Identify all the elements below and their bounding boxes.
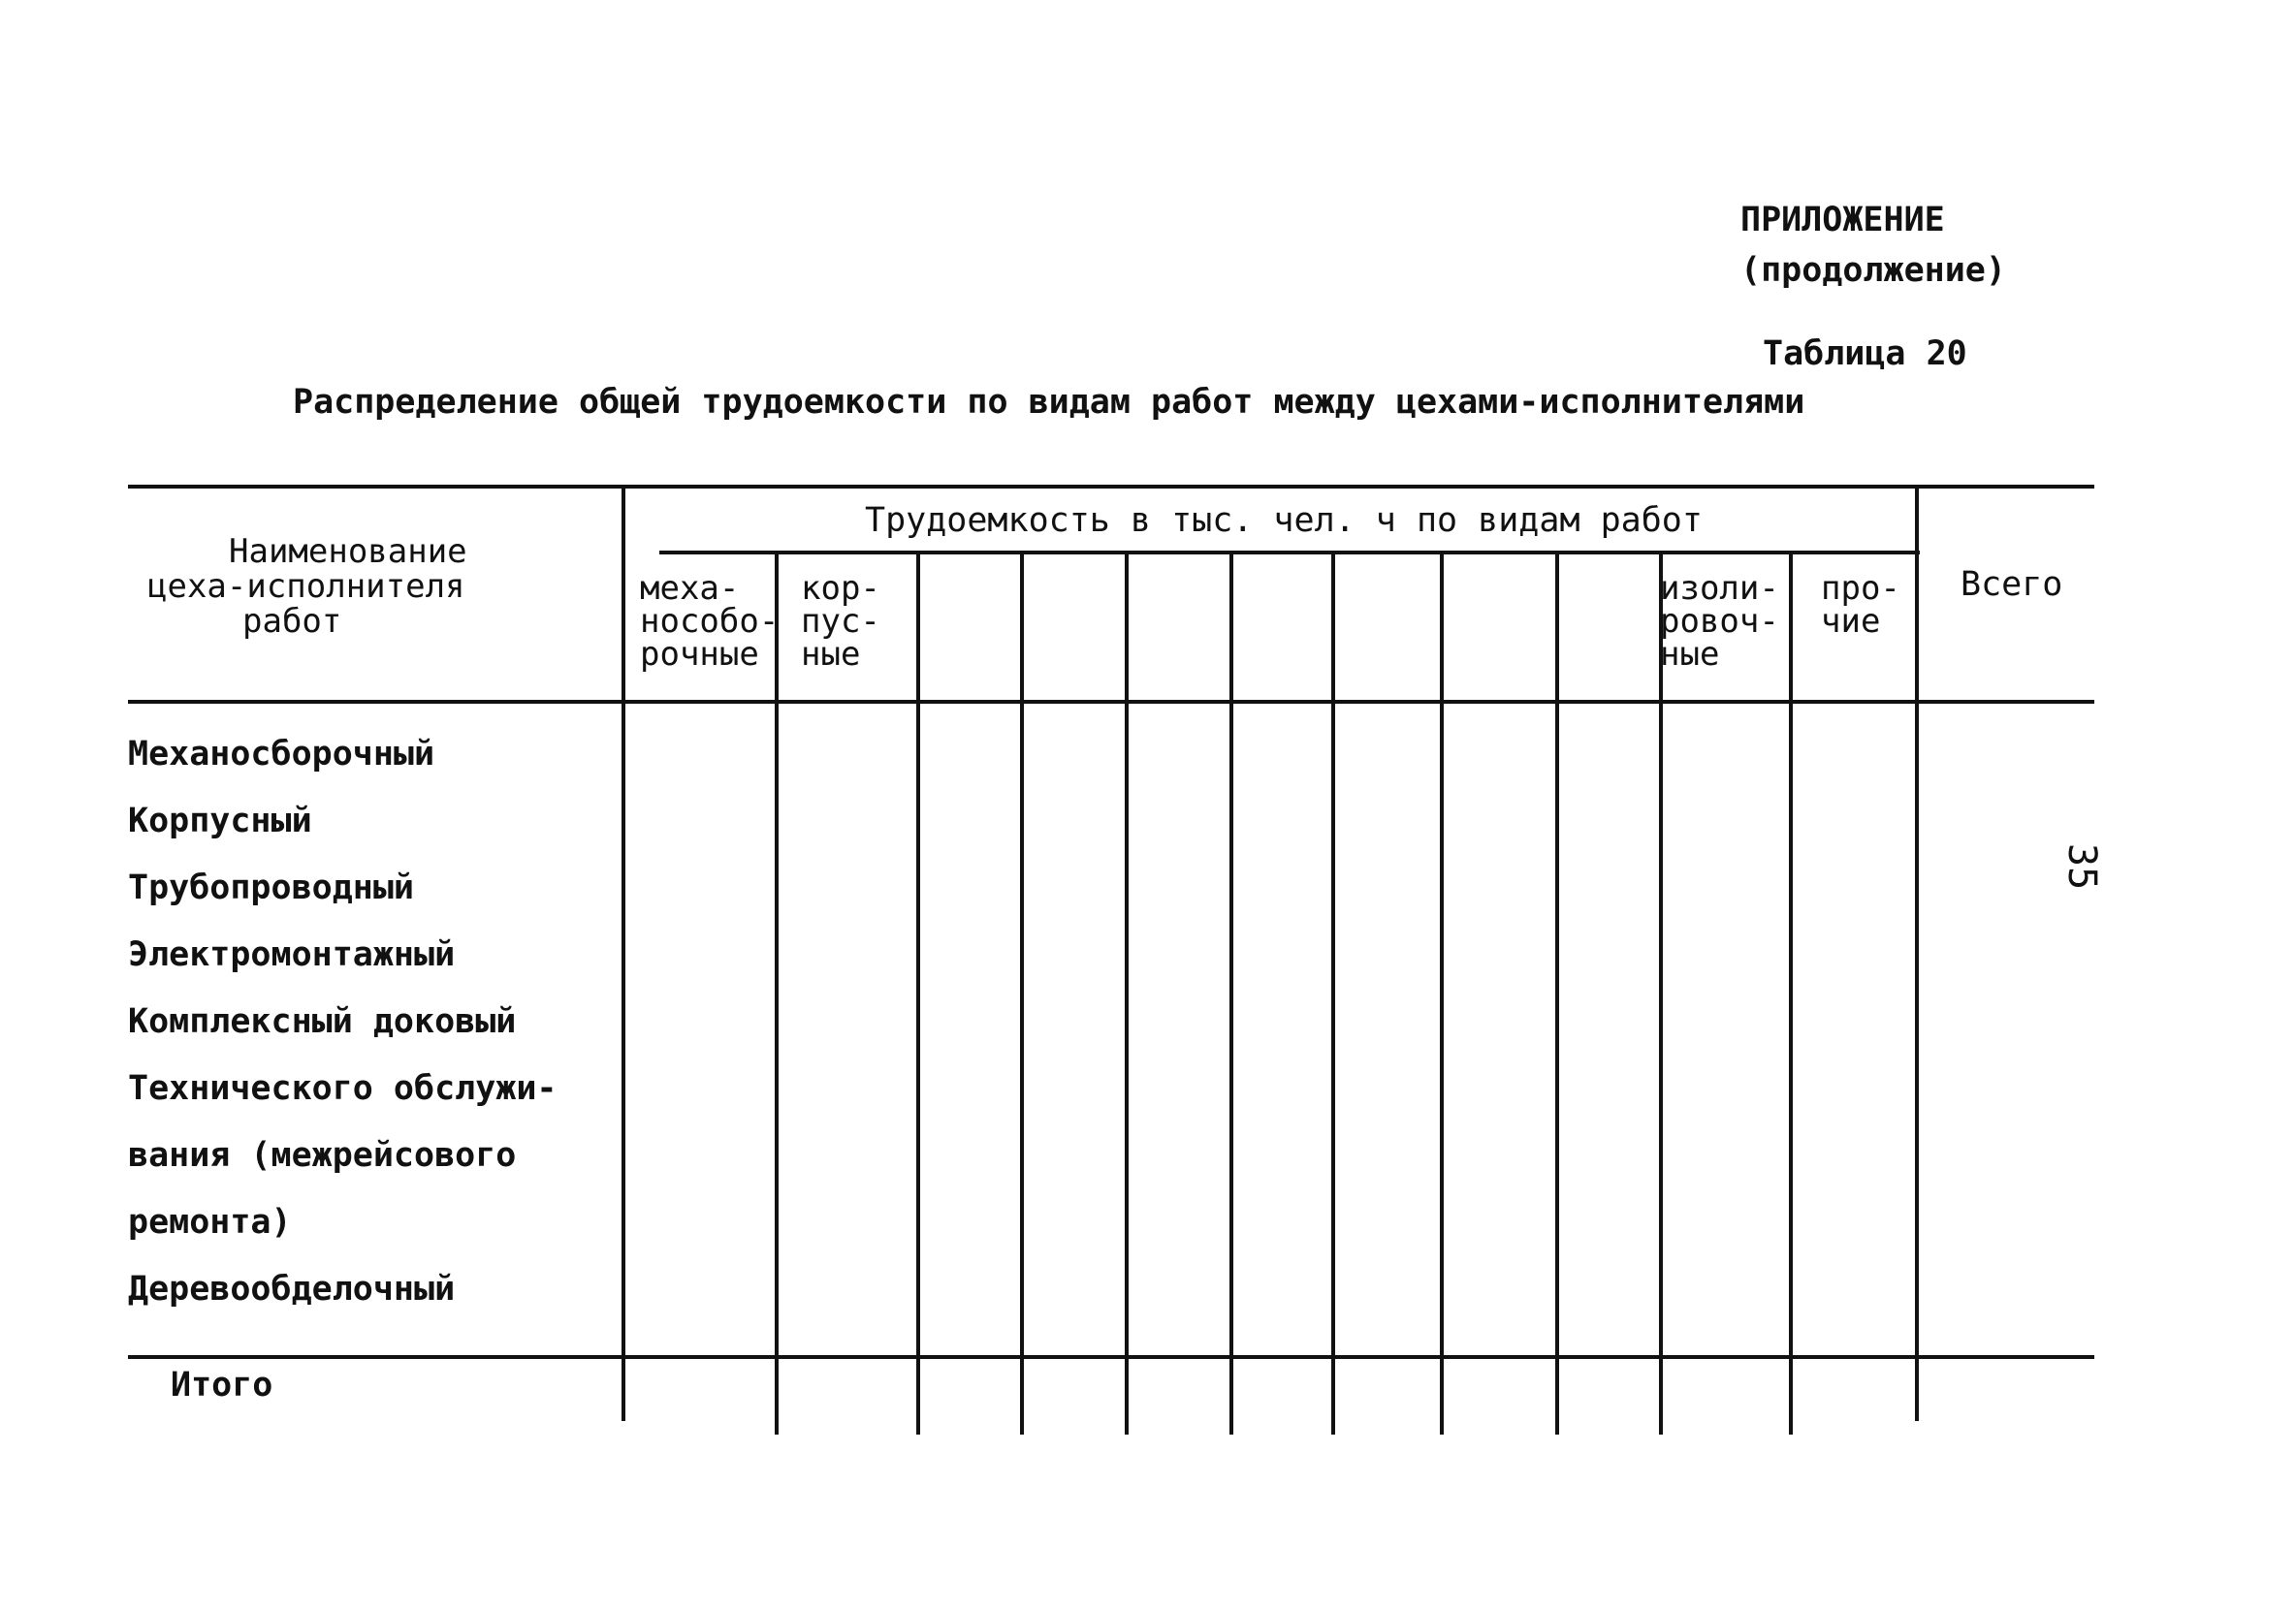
col-divider-1 [775, 554, 779, 1435]
first-col-header-line3: работ [242, 602, 342, 641]
col-divider-5 [1229, 554, 1233, 1435]
first-col-header-line2: цеха-исполнителя [147, 567, 465, 606]
subcol-10-line3: ные [1660, 635, 1720, 674]
continuation-label: (продолжение) [1740, 251, 2006, 290]
table-title: Распределение общей трудоемкости по видам работ между цехами-исполнителями [293, 383, 1805, 422]
subcol-11-line2: чие [1821, 602, 1881, 641]
subcol-2-line1: кор- [801, 569, 880, 608]
row-label: Технического обслужи- [128, 1069, 558, 1108]
row-label: Корпусный [128, 802, 312, 840]
subcol-2-line3: ные [801, 635, 861, 674]
subcol-2-line2: пус- [801, 602, 880, 641]
subcol-1-line3: рочные [640, 635, 759, 674]
group-header: Трудоемкость в тыс. чел. ч по видам работ [865, 501, 1703, 540]
row-label: Электромонтажный [128, 935, 456, 974]
col-divider-3 [1020, 554, 1024, 1435]
table-number: Таблица 20 [1763, 334, 1967, 373]
subcol-1-line2: нособо- [640, 602, 780, 641]
col-divider-first [622, 489, 625, 1421]
group-header-rule [659, 551, 1920, 554]
subcol-10-line1: изоли- [1660, 569, 1779, 608]
subcol-1-line1: меха- [640, 569, 740, 608]
row-label: Механосборочный [128, 735, 435, 774]
header-bottom-rule [128, 700, 2094, 704]
row-label: Комплексный доковый [128, 1002, 517, 1041]
col-divider-total [1915, 489, 1919, 1421]
appendix-label: ПРИЛОЖЕНИЕ [1740, 201, 1945, 239]
total-col-header: Всего [1961, 565, 2063, 604]
col-divider-9 [1659, 554, 1663, 1435]
first-col-header-line1: Наименование [229, 532, 467, 571]
row-label: Трубопроводный [128, 869, 415, 907]
total-row-rule [128, 1355, 2094, 1359]
subcol-11-line1: про- [1821, 569, 1900, 608]
page-number: 35 [2059, 843, 2104, 891]
row-label: вания (межрейсового [128, 1136, 517, 1175]
col-divider-6 [1331, 554, 1335, 1435]
total-row-label: Итого [171, 1366, 273, 1405]
col-divider-8 [1555, 554, 1559, 1435]
col-divider-7 [1440, 554, 1444, 1435]
row-label: ремонта) [128, 1203, 292, 1242]
row-label: Деревообделочный [128, 1270, 456, 1309]
col-divider-2 [916, 554, 920, 1435]
subcol-10-line2: ровоч- [1660, 602, 1779, 641]
col-divider-10 [1789, 554, 1793, 1435]
table-top-rule [128, 485, 2094, 489]
col-divider-4 [1125, 554, 1129, 1435]
